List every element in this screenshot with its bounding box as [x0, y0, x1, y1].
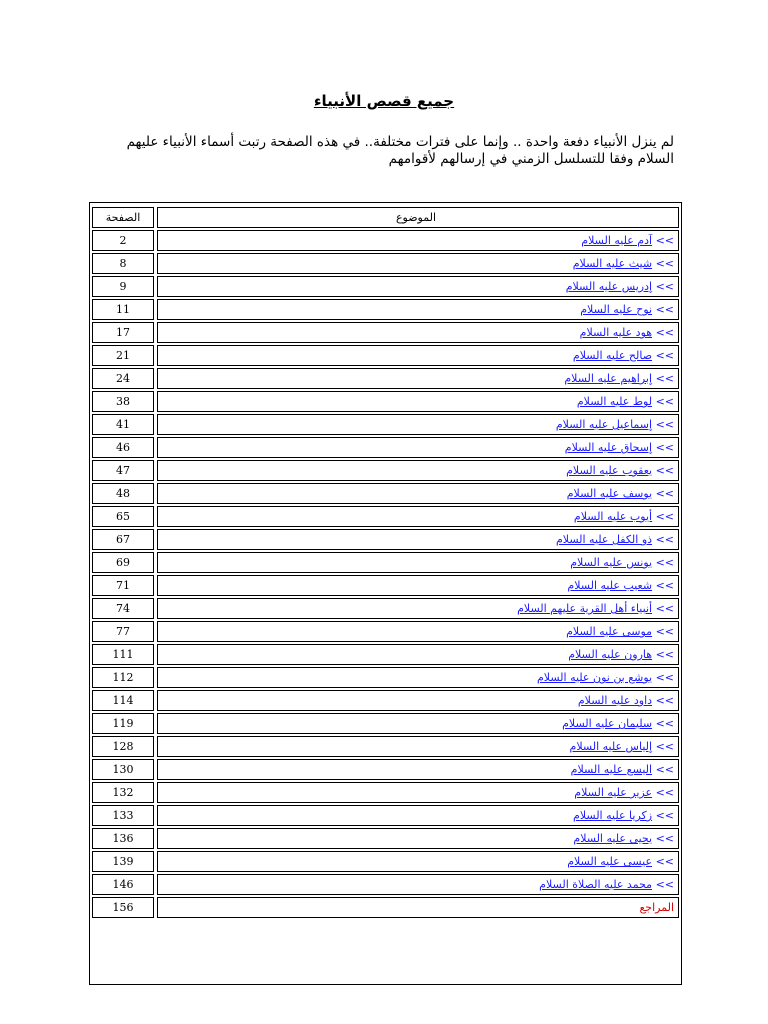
topic-cell	[157, 253, 679, 274]
page-number: 21	[92, 345, 154, 366]
page-number: 24	[92, 368, 154, 389]
topic-cell	[157, 322, 679, 343]
topic-link[interactable]: عزير عليه السلام	[574, 786, 653, 799]
topic-cell	[157, 667, 679, 688]
table-row	[92, 713, 679, 734]
topic-link[interactable]: ذو الكفل عليه السلام	[555, 533, 653, 546]
topic-cell	[157, 759, 679, 780]
arrow-marker: >>	[655, 602, 674, 615]
topic-cell	[157, 391, 679, 412]
topic-link[interactable]: زكريا عليه السلام	[573, 809, 653, 822]
table-row	[92, 460, 679, 481]
topic-cell	[157, 598, 679, 619]
arrow-marker: >>	[655, 648, 674, 661]
arrow-marker: >>	[655, 372, 674, 385]
table-row	[92, 322, 679, 343]
table-row	[92, 529, 679, 550]
arrow-marker: >>	[655, 832, 674, 845]
arrow-marker: >>	[655, 349, 674, 362]
arrow-marker: >>	[655, 234, 674, 247]
topic-cell	[157, 506, 679, 527]
topic-link[interactable]: يحيى عليه السلام	[573, 832, 653, 845]
topic-cell	[157, 483, 679, 504]
page-number: 48	[92, 483, 154, 504]
page-number: 65	[92, 506, 154, 527]
topic-cell	[157, 621, 679, 642]
table-row	[92, 805, 679, 826]
page-title: جميع قصص الأنبياء	[313, 92, 455, 110]
topic-cell	[157, 644, 679, 665]
arrow-marker: >>	[655, 694, 674, 707]
table-row	[92, 667, 679, 688]
table-row	[92, 506, 679, 527]
page-number: 8	[92, 253, 154, 274]
page-number: 132	[92, 782, 154, 803]
topic-link[interactable]: محمد عليه الصلاة السلام	[539, 878, 653, 891]
topic-cell	[157, 851, 679, 872]
topic-link[interactable]: نوح عليه السلام	[580, 303, 653, 316]
table-row	[92, 253, 679, 274]
arrow-marker: >>	[655, 855, 674, 868]
page-number: 67	[92, 529, 154, 550]
table-row	[92, 230, 679, 251]
table-row	[92, 391, 679, 412]
table-of-contents	[92, 205, 679, 920]
table-row	[92, 276, 679, 297]
page-number: 69	[92, 552, 154, 573]
page-number: 111	[92, 644, 154, 665]
table-header-row	[92, 207, 679, 228]
topic-cell	[157, 736, 679, 757]
topic-link[interactable]: شعيب عليه السلام	[567, 579, 653, 592]
page-number: 156	[92, 897, 154, 918]
intro-paragraph: لم ينزل الأنبياء دفعة واحدة .. وإنما على فترات مختلفة.. في هذه الصفحة رتبت أسماء الأنبياء عليهم السلام وفقا للتسلسل الزمني في إرسالهم لأقوامهم	[126, 134, 674, 167]
topic-cell	[157, 690, 679, 711]
table-row	[92, 368, 679, 389]
table-row	[92, 575, 679, 596]
arrow-marker: >>	[655, 786, 674, 799]
page-number: 2	[92, 230, 154, 251]
topic-link[interactable]: إدريس عليه السلام	[565, 280, 653, 293]
arrow-marker: >>	[655, 579, 674, 592]
table-row	[92, 874, 679, 895]
topic-link[interactable]: اليسع عليه السلام	[570, 763, 653, 776]
topic-cell	[157, 529, 679, 550]
topic-link[interactable]: هود عليه السلام	[579, 326, 653, 339]
page-number: 9	[92, 276, 154, 297]
page-number: 47	[92, 460, 154, 481]
table-row	[92, 782, 679, 803]
topic-cell	[157, 299, 679, 320]
topic-cell	[157, 874, 679, 895]
table-row	[92, 644, 679, 665]
table-row	[92, 851, 679, 872]
arrow-marker: >>	[655, 280, 674, 293]
table-row	[92, 690, 679, 711]
arrow-marker: >>	[655, 625, 674, 638]
topic-link[interactable]: عيسى عليه السلام	[567, 855, 653, 868]
arrow-marker: >>	[655, 510, 674, 523]
page-number: 41	[92, 414, 154, 435]
table-row	[92, 598, 679, 619]
arrow-marker: >>	[655, 441, 674, 454]
arrow-marker: >>	[655, 809, 674, 822]
arrow-marker: >>	[655, 533, 674, 546]
topic-link[interactable]: أنبياء أهل القرية عليهم السلام	[517, 602, 653, 615]
table-row	[92, 345, 679, 366]
topic-cell	[157, 414, 679, 435]
topic-cell	[157, 713, 679, 734]
topic-link[interactable]: موسى عليه السلام	[566, 625, 653, 638]
topic-cell	[157, 230, 679, 251]
arrow-marker: >>	[655, 763, 674, 776]
page-number: 77	[92, 621, 154, 642]
table-row	[92, 437, 679, 458]
page-number: 11	[92, 299, 154, 320]
topic-cell	[157, 552, 679, 573]
topic-cell	[157, 368, 679, 389]
table-row	[92, 552, 679, 573]
topic-link[interactable]: صالح عليه السلام	[572, 349, 653, 362]
arrow-marker: >>	[655, 878, 674, 891]
arrow-marker: >>	[655, 303, 674, 316]
arrow-marker: >>	[655, 257, 674, 270]
topic-link[interactable]: إسحاق عليه السلام	[564, 441, 653, 454]
topic-link[interactable]: يوشع بن نون عليه السلام	[536, 671, 653, 684]
topic-link[interactable]: هارون عليه السلام	[568, 648, 653, 661]
topic-cell	[157, 460, 679, 481]
topic-cell	[157, 897, 679, 918]
arrow-marker: >>	[655, 395, 674, 408]
topic-cell	[157, 575, 679, 596]
header-topic: الموضوع	[157, 207, 679, 228]
page-number: 114	[92, 690, 154, 711]
topic-cell	[157, 828, 679, 849]
topic-cell	[157, 437, 679, 458]
arrow-marker: >>	[655, 464, 674, 477]
page-number: 17	[92, 322, 154, 343]
arrow-marker: >>	[655, 556, 674, 569]
topic-link[interactable]: إبراهيم عليه السلام	[564, 372, 653, 385]
page-number: 38	[92, 391, 154, 412]
topic-link[interactable]: داود عليه السلام	[577, 694, 653, 707]
page-number: 119	[92, 713, 154, 734]
topic-link[interactable]: سليمان عليه السلام	[562, 717, 653, 730]
page-number: 112	[92, 667, 154, 688]
table-row	[92, 299, 679, 320]
topic-cell	[157, 805, 679, 826]
arrow-marker: >>	[655, 740, 674, 753]
arrow-marker: >>	[655, 671, 674, 684]
table-row	[92, 621, 679, 642]
references-row	[92, 897, 679, 918]
arrow-marker: >>	[655, 326, 674, 339]
page-number: 128	[92, 736, 154, 757]
topic-link[interactable]: يعقوب عليه السلام	[566, 464, 653, 477]
table-row	[92, 759, 679, 780]
page-number: 139	[92, 851, 154, 872]
topic-cell	[157, 782, 679, 803]
page-number: 46	[92, 437, 154, 458]
table-row	[92, 828, 679, 849]
topic-link[interactable]: أيوب عليه السلام	[573, 510, 653, 523]
topic-link[interactable]: شيث عليه السلام	[572, 257, 653, 270]
page-number: 74	[92, 598, 154, 619]
topic-link[interactable]: آدم عليه السلام	[581, 234, 653, 247]
table-row	[92, 736, 679, 757]
header-page: الصفحة	[92, 207, 154, 228]
arrow-marker: >>	[655, 717, 674, 730]
arrow-marker: >>	[655, 418, 674, 431]
arrow-marker: >>	[655, 487, 674, 500]
topic-link[interactable]: لوط عليه السلام	[576, 395, 653, 408]
table-row	[92, 483, 679, 504]
page-number: 71	[92, 575, 154, 596]
page-number: 133	[92, 805, 154, 826]
topic-link[interactable]: إلياس عليه السلام	[569, 740, 653, 753]
topic-cell	[157, 276, 679, 297]
references-link[interactable]: المراجع	[639, 901, 674, 914]
table-row	[92, 414, 679, 435]
topic-link[interactable]: يوسف عليه السلام	[566, 487, 653, 500]
topic-cell	[157, 345, 679, 366]
topic-link[interactable]: يونس عليه السلام	[570, 556, 653, 569]
page-number: 146	[92, 874, 154, 895]
page-number: 136	[92, 828, 154, 849]
topic-link[interactable]: إسماعيل عليه السلام	[555, 418, 653, 431]
page-number: 130	[92, 759, 154, 780]
